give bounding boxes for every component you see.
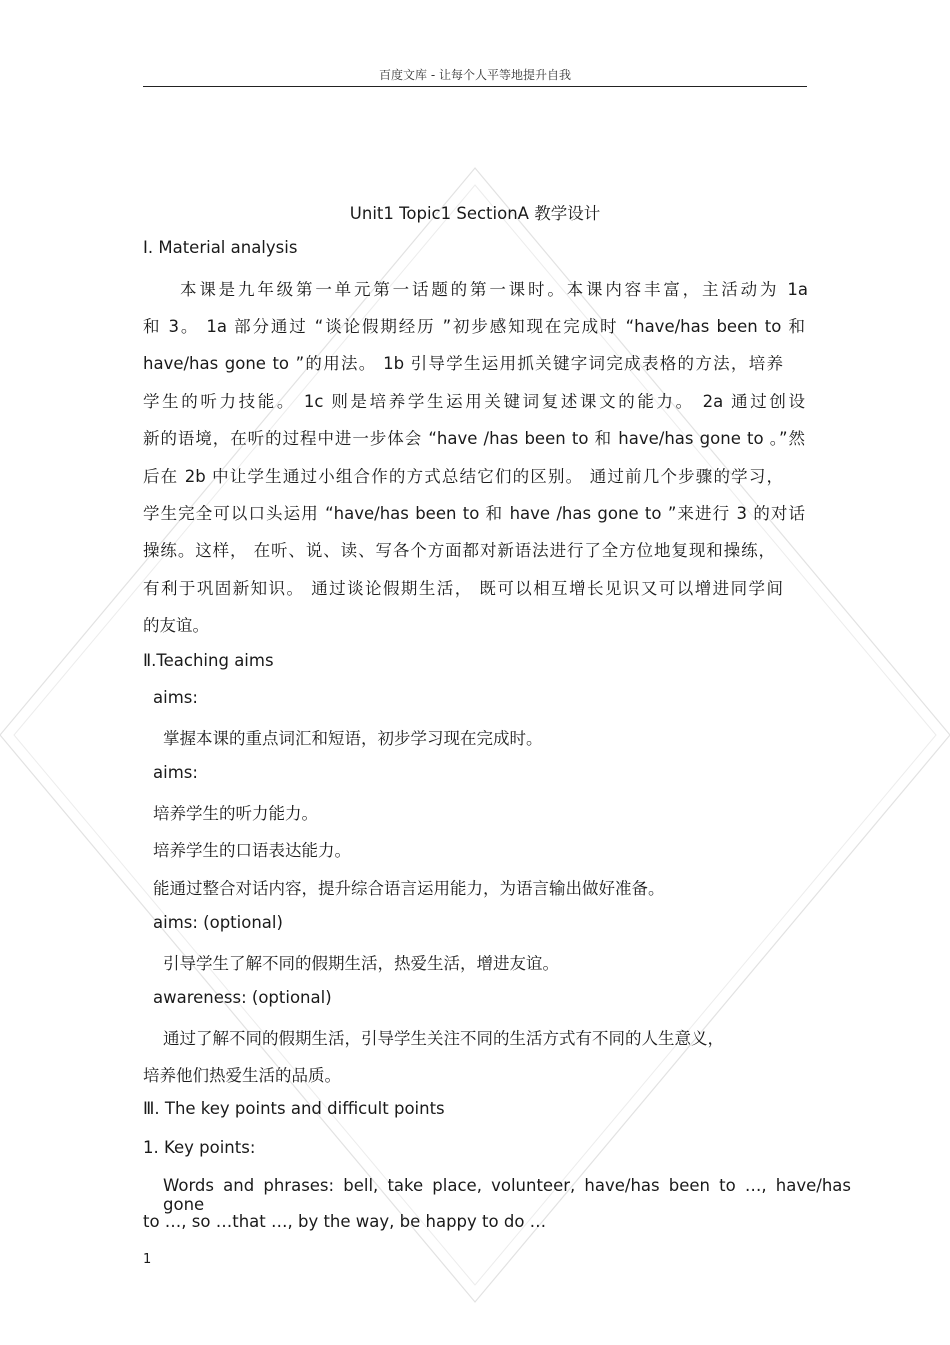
aims-label: awareness: (optional) (153, 988, 332, 1007)
aims-text: 能通过整合对话内容，提升综合语言运用能力，为语言输出做好准备。 (153, 879, 665, 898)
paragraph-line: 的友谊。 (143, 616, 209, 635)
aims-text: 培养学生的听力能力。 (153, 804, 318, 823)
document-title: Unit1 Topic1 SectionA 教学设计 (349, 204, 601, 223)
paragraph-line: 新的语境，在听的过程中进一步体会 “have /has been to 和 have/has gone to 。”然 (143, 429, 805, 448)
aims-label: aims: (153, 688, 198, 707)
paragraph-line: 学生完全可以口头运用 “have/has been to 和 have /has gone to ”来进行 3 的对话 (143, 504, 805, 523)
header-rule (143, 86, 807, 87)
paragraph-line: 本课是九年级第一单元第一话题的第一课时。本课内容丰富，主活动为 1a (180, 280, 808, 299)
keypoints-line: Words and phrases: bell, take place, volunteer, have/has been to …, have/has gone (163, 1176, 851, 1214)
paragraph-line: 操练。这样， 在听、说、读、写各个方面都对新语法进行了全方位地复现和操练， (143, 541, 775, 560)
aims-text: 引导学生了解不同的假期生活，热爱生活，增进友谊。 (163, 954, 559, 973)
aims-text: 掌握本课的重点词汇和短语，初步学习现在完成时。 (163, 729, 543, 748)
aims-text: 通过了解不同的假期生活，引导学生关注不同的生活方式有不同的人生意义， (163, 1029, 724, 1048)
section-heading-keypoints: Ⅲ. The key points and difficult points (143, 1099, 445, 1118)
paragraph-line: 有利于巩固新知识。 通过谈论假期生活， 既可以相互增长见识又可以增进同学间 (143, 579, 783, 598)
page-header: 百度文库 - 让每个人平等地提升自我 (379, 68, 571, 82)
paragraph-line: 学生的听力技能。 1c 则是培养学生运用关键词复述课文的能力。 2a 通过创设 (143, 392, 805, 411)
paragraph-line: 和 3。 1a 部分通过 “谈论假期经历 ”初步感知现在完成时 “have/has been to 和 (143, 317, 805, 336)
paragraph-line: have/has gone to ”的用法。 1b 引导学生运用抓关键字词完成表格的方法，培养 (143, 354, 783, 373)
section-heading-aims: Ⅱ.Teaching aims (143, 651, 274, 670)
aims-label: aims: (153, 763, 198, 782)
aims-text: 培养他们热爱生活的品质。 (143, 1066, 341, 1085)
keypoints-subheading: 1. Key points: (143, 1138, 256, 1157)
section-heading-material: Ⅰ. Material analysis (143, 238, 298, 257)
keypoints-line: to …, so …that …, by the way, be happy to do … (143, 1212, 547, 1231)
aims-text: 培养学生的口语表达能力。 (153, 841, 351, 860)
paragraph-line: 后在 2b 中让学生通过小组合作的方式总结它们的区别。 通过前几个步骤的学习， (143, 467, 783, 486)
aims-label: aims: (optional) (153, 913, 283, 932)
page-number: 1 (143, 1252, 152, 1267)
